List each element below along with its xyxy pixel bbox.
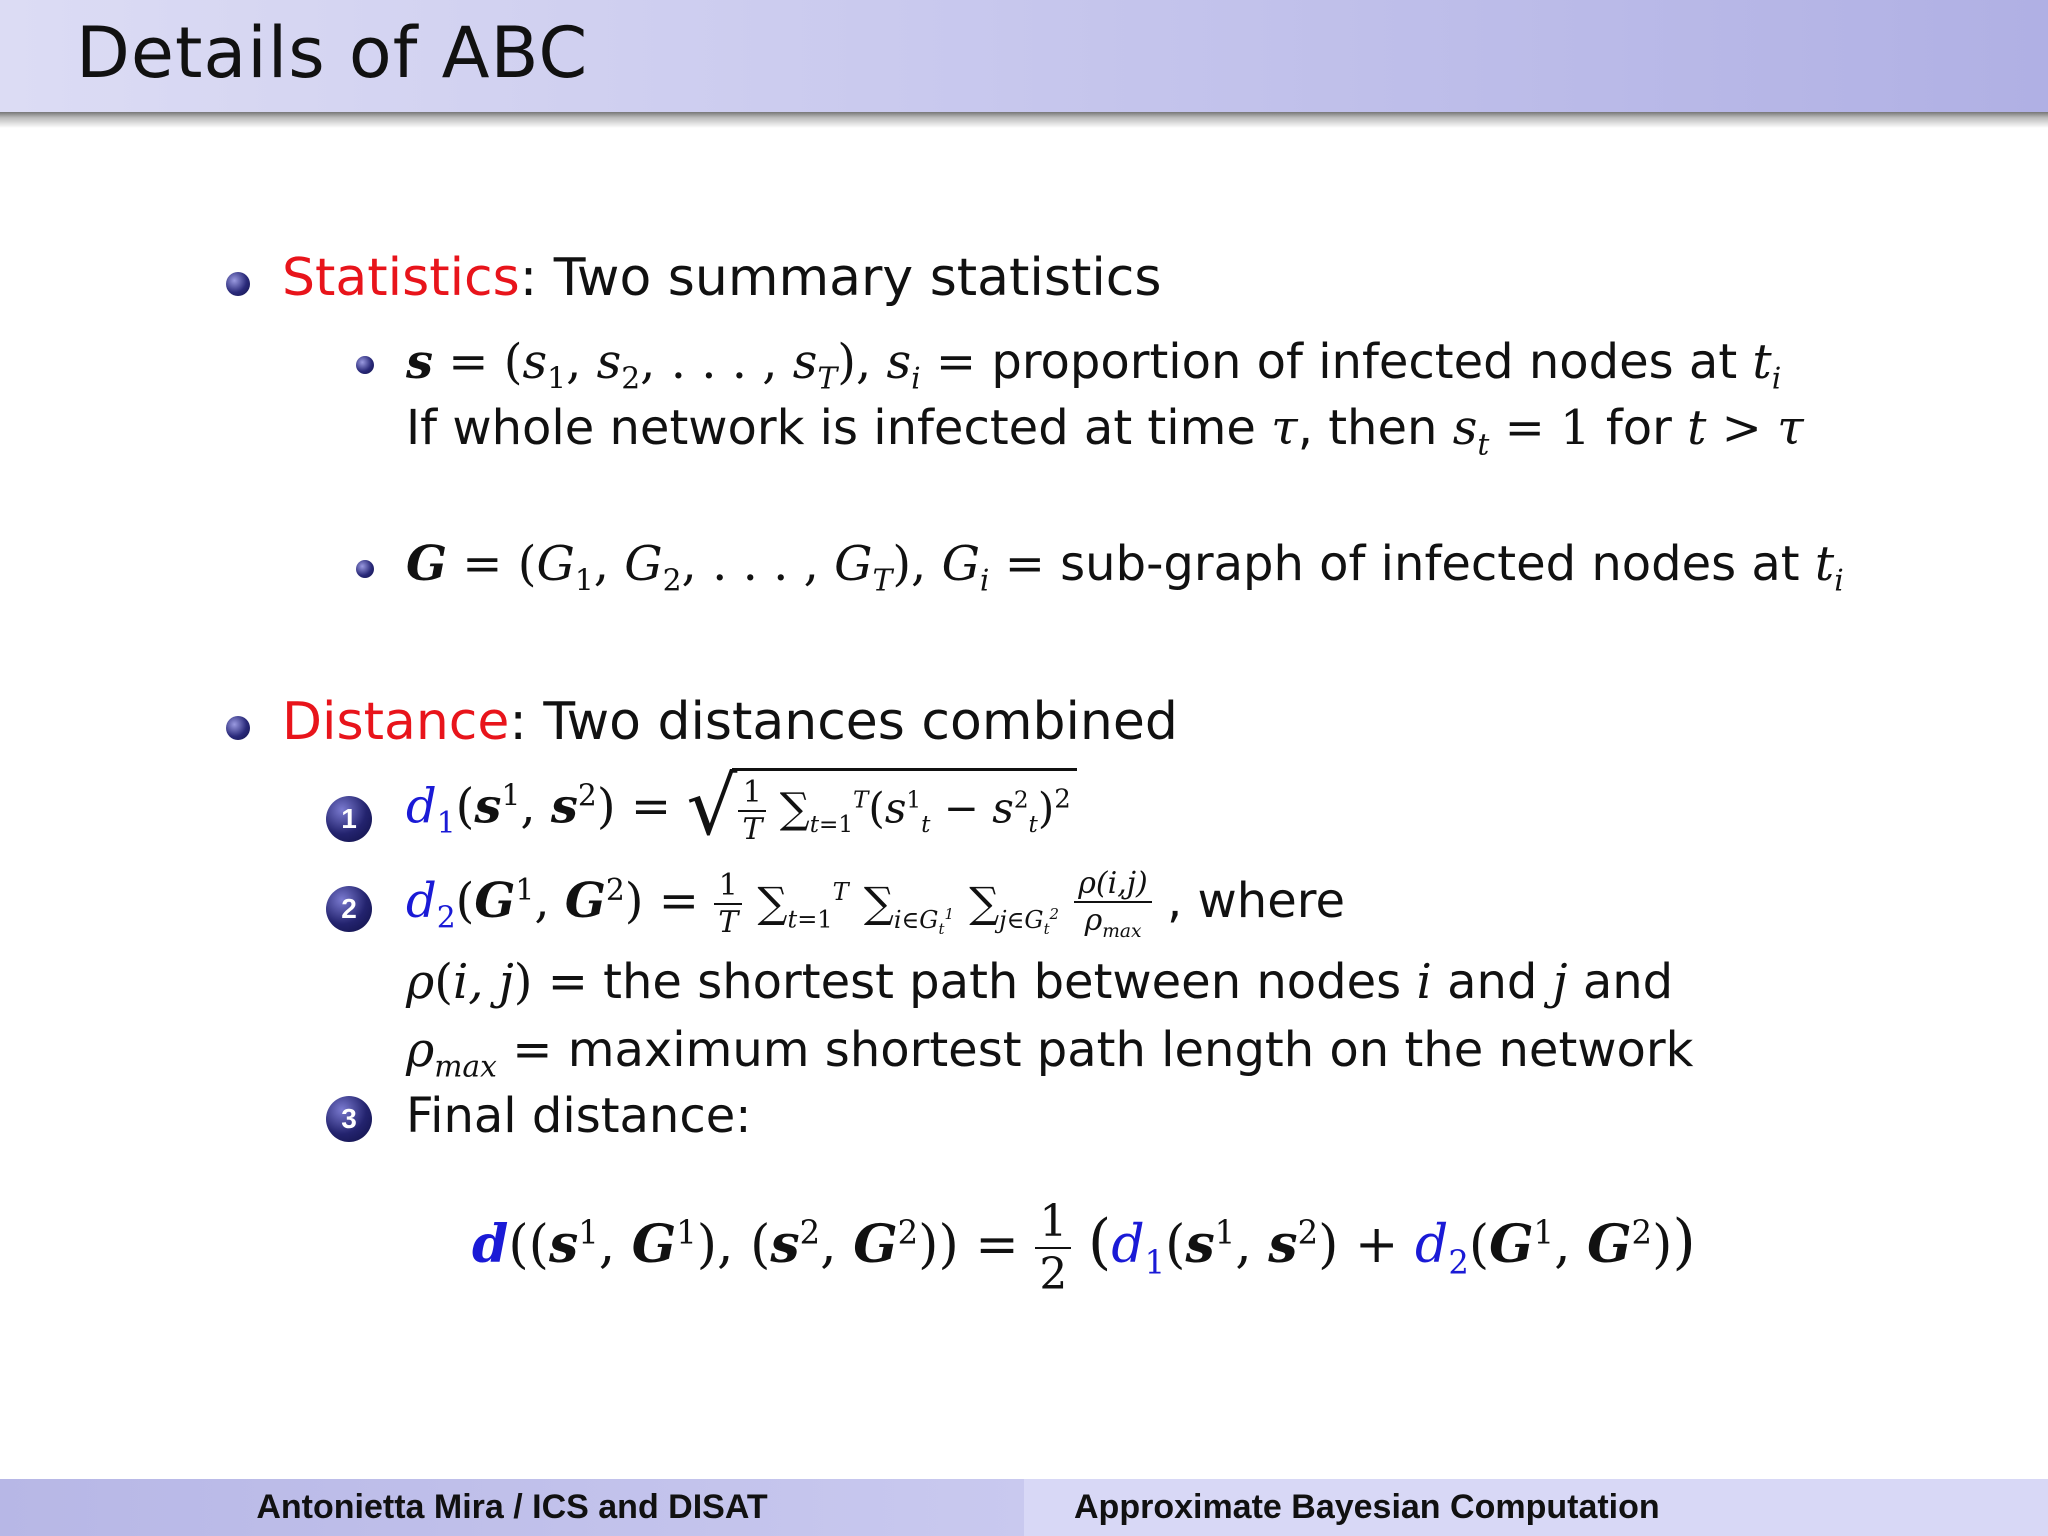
final-distance-label: Final distance: <box>406 1088 752 1144</box>
s-note-b: , then <box>1297 400 1438 456</box>
sub-bullet-icon <box>356 356 374 374</box>
rhomax-definition: $\rho_{max}$ = maximum shortest path length on the network <box>406 1022 1694 1085</box>
rho-definition: ρ(i, j) = the shortest path between nodes i and j and <box>406 954 1674 1010</box>
s-note-c: for <box>1605 400 1672 456</box>
s-description: proportion of infected nodes at <box>991 334 1738 390</box>
statistic-s-note: If whole network is infected at time τ, then $s_t = 1$ for t > τ <box>406 400 1804 463</box>
sub-bullet-icon <box>356 560 374 578</box>
rhomax-description: = maximum shortest path length on the network <box>512 1022 1694 1078</box>
header-shadow <box>0 112 2048 128</box>
enum-3-icon: 3 <box>326 1096 372 1142</box>
statistics-heading <box>282 248 1162 308</box>
distance-text: : Two distances combined <box>509 692 1178 752</box>
statistic-g-definition: $G = (G_1$, $G_2$, . . . , $G_T$), $G_i$ = sub-graph of infected nodes at $t_i$ <box>406 536 1844 599</box>
final-distance-formula: $d((s^1$, $G^1$), ($s^2$, $G^2$)) = $\frac{1}{2}$ ($d_1(s^1$, $s^2) + d_2(G^1$, $G^2$)) <box>472 1196 1696 1300</box>
enum-1-icon: 1 <box>326 796 372 842</box>
statistics-label: Statistics <box>282 248 520 308</box>
rho-and: and <box>1447 954 1538 1010</box>
distance-d1-formula: $d_1(s^1$, $s^2$) = √ $\frac{1}{T}$ $\sum_{t=1}^T(s^1_t - s^2_t)^2$ <box>406 768 1077 847</box>
statistic-s-definition: $s = (s_1$, $s_2$, . . . , $s_T$), $s_i$ = proportion of infected nodes at $t_i$ <box>406 334 1782 397</box>
distance-heading <box>282 692 1178 752</box>
rho-description: = the shortest path between nodes <box>547 954 1402 1010</box>
slide-footer <box>0 1479 2048 1536</box>
distance-d2-formula: $d_2(G^1$, $G^2$) = $\frac{1}{T}$ $\sum_{t=1}^T$ $\sum_{i\in G_t^1}$ $\sum_{j\in G_t^2}$ $\frac{\rho(i,j)}{\rho_{max}}$ , where <box>406 866 1345 942</box>
statistics-text: : Two summary statistics <box>519 248 1162 308</box>
distance-label: Distance <box>282 692 510 752</box>
footer-author: Antonietta Mira / ICS and DISAT <box>256 1488 768 1526</box>
bullet-icon <box>226 716 250 740</box>
where-text: , where <box>1167 873 1345 929</box>
s-note-a: If whole network is infected at time <box>406 400 1256 456</box>
slide-title: Details of ABC <box>76 12 589 94</box>
bullet-icon <box>226 272 250 296</box>
footer-title: Approximate Bayesian Computation <box>1024 1479 2048 1536</box>
enum-2-icon: 2 <box>326 886 372 932</box>
rho-and-2: and <box>1582 954 1674 1010</box>
g-description: sub-graph of infected nodes at <box>1060 536 1800 592</box>
